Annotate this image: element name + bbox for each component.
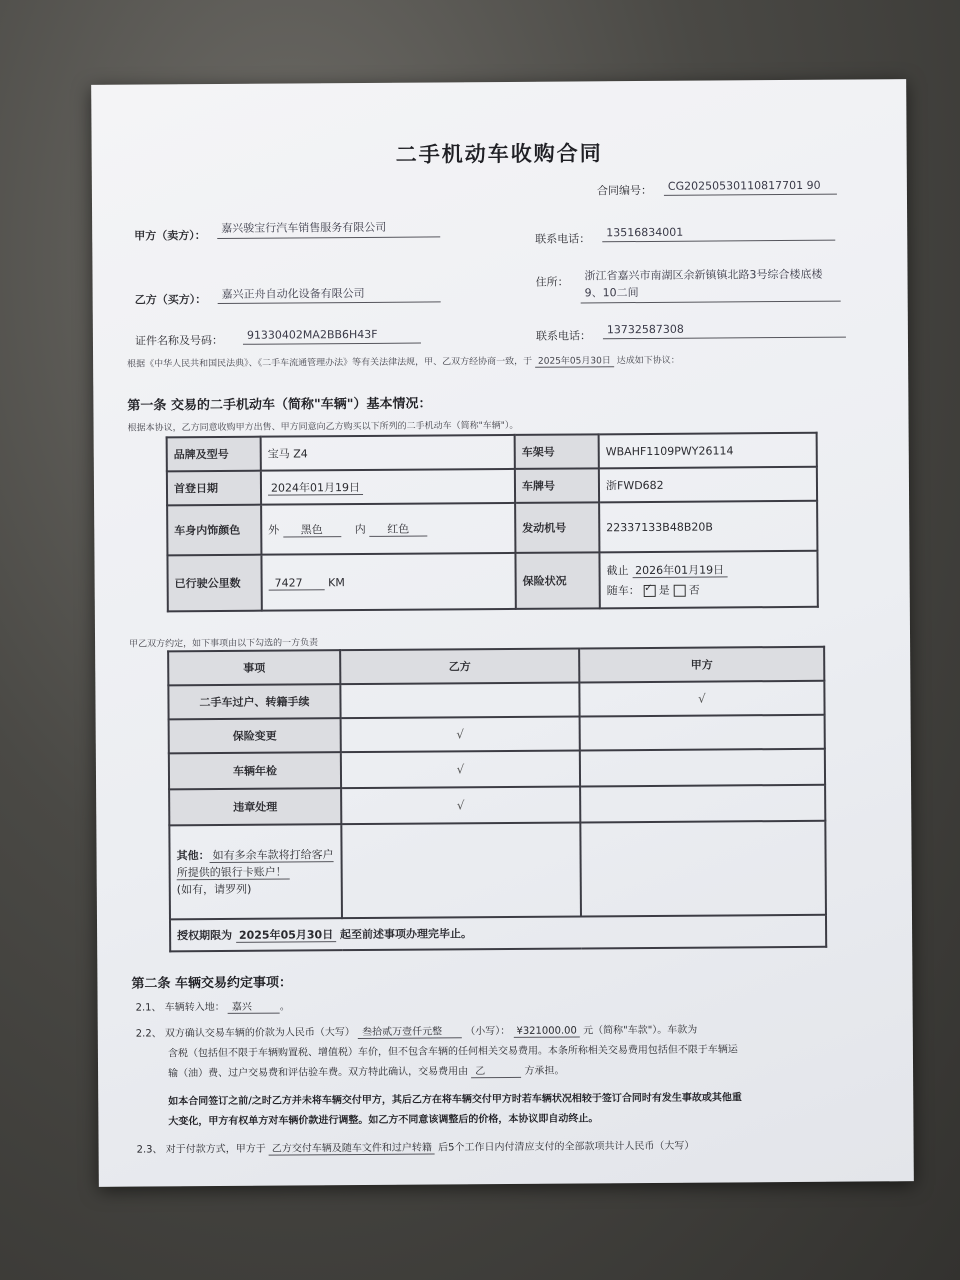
- mileage-label: 已行驶公里数: [167, 555, 261, 612]
- engine-label: 发动机号: [515, 502, 599, 553]
- brand-value: 宝马 Z4: [261, 435, 515, 471]
- clause-2-3-cond: 乙方交付车辆及随车文件和过户转籍: [269, 1142, 435, 1155]
- clause-2-1: [136, 997, 290, 1018]
- duty-other-a: [580, 821, 826, 917]
- interior-prefix: 内: [354, 522, 366, 537]
- exterior-color: 黑色: [283, 523, 341, 537]
- duty-note: 甲乙双方约定，如下事项由以下勾选的一方负责: [129, 638, 319, 650]
- engine-value: 22337133B48B20B: [599, 501, 817, 553]
- article2-title: 第二条 车辆交易约定事项：: [131, 975, 293, 992]
- clause-2-2-party: 乙: [471, 1066, 521, 1078]
- contract-no-label: 合同编号：: [596, 183, 652, 198]
- party-b-address: 浙江省嘉兴市南湖区余新镇镇北路3号综合楼底楼9、10二间: [580, 266, 840, 304]
- follow-yes-checkbox[interactable]: [643, 585, 655, 597]
- deadline-suffix: 起至前述事项办理完毕止。: [339, 927, 473, 942]
- contract-paper: [91, 79, 914, 1187]
- duty-other-b: [341, 822, 581, 918]
- vin-label: 车架号: [515, 434, 599, 469]
- party-a-phone-label: 联系电话：: [535, 232, 591, 246]
- color-cell: [261, 503, 515, 555]
- party-b-phone: 13732587308: [603, 321, 846, 340]
- duty-insurance-b-check: √: [341, 716, 580, 752]
- interior-color: 红色: [369, 523, 427, 537]
- mileage-cell: [261, 553, 515, 611]
- mileage-unit: KM: [328, 575, 345, 589]
- clause-2-2-amount: ¥321000.00: [513, 1025, 580, 1037]
- clause-2-3-b: 后5个工作日内付清应支付的全部款项共计人民币（大写）: [438, 1140, 695, 1154]
- intro-line: [127, 353, 680, 370]
- color-label: 车身内饰颜色: [167, 505, 261, 556]
- clause-2-1-end: 。: [279, 1001, 290, 1013]
- duty-row-inspection: 车辆年检: [169, 752, 341, 789]
- duty-other-text: 如有多余车款将打给客户所提供的银行卡账户！: [176, 847, 334, 879]
- clause-2-2-upper: 叁拾贰万壹仟元整: [358, 1026, 462, 1039]
- intro-suffix: 达成如下协议：: [616, 355, 680, 367]
- vehicle-info-table: [166, 432, 819, 613]
- clause-2-1-value: 嘉兴: [228, 1002, 280, 1014]
- party-b-name: 嘉兴正舟自动化设备有限公司: [218, 285, 441, 304]
- brand-label: 品牌及型号: [167, 437, 261, 472]
- party-a-name: 嘉兴骏宝行汽车销售服务有限公司: [217, 218, 440, 239]
- insurance-cell: [599, 551, 817, 609]
- party-a-label: 甲方（卖方）：: [134, 229, 206, 243]
- clause-2-2-line2: 含税（包括但不限于车辆购置税、增值税）车价，但不包含车辆的任何相关交易费用。本条所称相关交易费用包括但不限于车辆运: [167, 1044, 738, 1060]
- follow-yes-label: 是: [658, 583, 670, 597]
- plate-value: 浙FWD682: [599, 467, 817, 503]
- intro-text: 根据《中华人民共和国民法典》、《二手车流通管理办法》等有关法律法规，甲、乙双方经协商一致，于: [127, 356, 533, 370]
- clause-2-2-line3: [136, 1059, 881, 1084]
- vin-value: WBAHF1109PWY26114: [599, 433, 817, 469]
- clause-2-3: [137, 1135, 882, 1160]
- party-b-address-label: 住所：: [535, 275, 569, 289]
- exterior-prefix: 外: [268, 523, 280, 537]
- party-b-phone-label: 联系电话：: [535, 329, 591, 343]
- contract-title: 二手机动车收购合同: [395, 141, 603, 167]
- clause-2-3-a: 对于付款方式，甲方于: [165, 1143, 266, 1156]
- duty-violation-a: [580, 785, 825, 823]
- duty-col-b: 乙方: [340, 648, 579, 684]
- follow-no-label: 否: [688, 583, 700, 597]
- insurance-label: 保险状况: [515, 552, 599, 609]
- duty-row-transfer: 二手车过户、转籍手续: [168, 684, 340, 719]
- clause-2-2-line3a: 输（油）费、过户交易费和评估验车费。双方特此确认，交易费用由: [168, 1066, 469, 1080]
- follow-label: 随车：: [606, 584, 640, 598]
- clause-2-1-num: 2.1、: [135, 1002, 162, 1014]
- clause-2-2-line3b: 方承担。: [524, 1065, 565, 1077]
- insurance-prefix: 截止: [606, 564, 629, 578]
- insurance-expiry: [607, 561, 811, 578]
- article1-note: 根据本协议，乙方同意收购甲方出售、甲方同意向乙方购买以下所列的二手机动车（简称"车辆"）。: [127, 420, 519, 434]
- party-b-label: 乙方（买方）：: [134, 293, 207, 307]
- clause-2-2: [136, 1019, 881, 1084]
- price-adjust-clause: [168, 1087, 883, 1132]
- duty-other-note: (如有，请罗列): [176, 882, 252, 896]
- duty-other-cell: [169, 824, 342, 919]
- insurance-date: 2026年01月19日: [632, 563, 727, 578]
- contract-no: CG20250530110817701 90: [664, 178, 837, 196]
- duty-row-insurance: 保险变更: [169, 718, 341, 753]
- clause-2-2-c: 元（简称"车款"）。车款为: [583, 1024, 698, 1037]
- reg-date-label: 首登日期: [167, 471, 261, 506]
- follow-no-checkbox[interactable]: [673, 585, 685, 597]
- party-b-id-label: 证件名称及号码：: [134, 333, 223, 348]
- deadline-date: 2025年05月30日: [236, 928, 336, 943]
- mileage-value: 7427: [269, 576, 325, 590]
- duty-inspection-b-check: √: [341, 750, 580, 788]
- clause-2-1-label: 车辆转入地：: [164, 1001, 225, 1014]
- party-b-id: 91330402MA2BB6H43F: [243, 327, 421, 345]
- duty-col-item: 事项: [168, 650, 340, 685]
- duty-inspection-a: [580, 749, 825, 787]
- duty-table: [167, 646, 827, 953]
- clause-2-2-a: 双方确认交易车辆的价款为人民币（大写）: [164, 1027, 355, 1040]
- article1-title: 第一条 交易的二手机动车（简称"车辆"）基本情况：: [127, 396, 432, 414]
- price-adjust-line2: 大变化，甲方有权单方对车辆价款进行调整。如乙方不同意该调整后的价格，本协议即自动终止。: [168, 1113, 599, 1128]
- duty-insurance-a: [580, 715, 825, 751]
- reg-date-value: 2024年01月19日: [268, 481, 363, 496]
- duty-transfer-b: [340, 682, 579, 718]
- duty-row-violation: 违章处理: [169, 788, 341, 825]
- deadline-row: [170, 915, 826, 952]
- reg-date-cell: [261, 469, 515, 505]
- follow-options: [607, 581, 811, 598]
- party-a-phone: 13516834001: [602, 224, 835, 243]
- clause-2-3-num: 2.3、: [136, 1144, 163, 1156]
- clause-2-2-b: （小写）：: [465, 1025, 511, 1038]
- duty-transfer-a-check: √: [579, 681, 824, 717]
- price-adjust-line1: 如本合同签订之前/之时乙方并未将车辆交付甲方，其后乙方在将车辆交付甲方时若车辆状况相较于签订合同时有发生事故或其他重: [168, 1092, 742, 1108]
- plate-label: 车牌号: [515, 468, 599, 503]
- clause-2-2-num: 2.2、: [135, 1028, 162, 1040]
- duty-other-label: 其他：: [176, 848, 210, 862]
- deadline-label: 授权期限为: [177, 928, 233, 943]
- duty-violation-b-check: √: [341, 786, 580, 824]
- duty-col-a: 甲方: [579, 647, 824, 683]
- intro-date: 2025年05月30日: [535, 356, 614, 368]
